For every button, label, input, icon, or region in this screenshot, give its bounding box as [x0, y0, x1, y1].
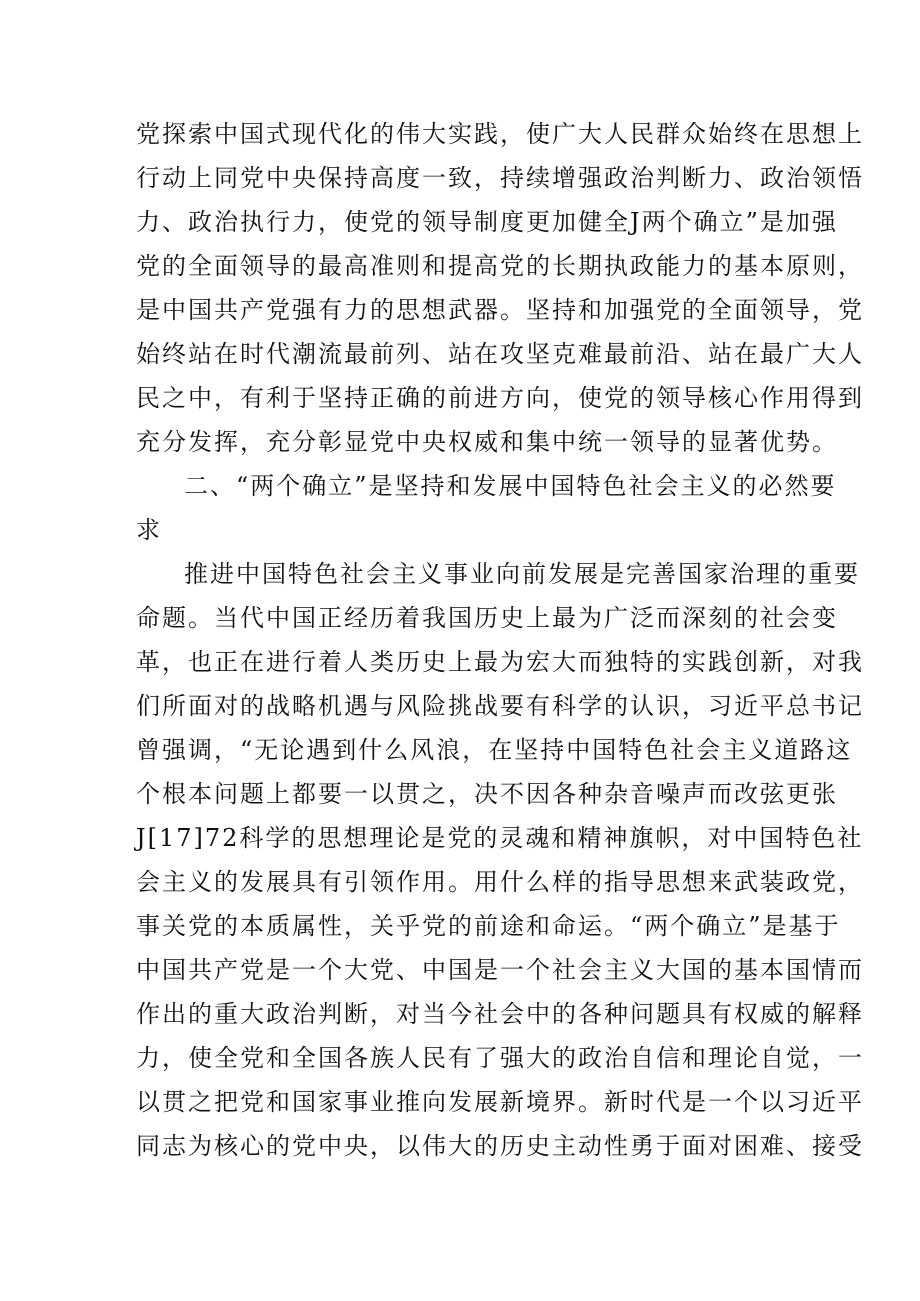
- paragraph-line: 命题。当代中国正经历着我国历史上最为广泛而深刻的社会变: [136, 604, 838, 632]
- paragraph-line: 会主义的发展具有引领作用。用什么样的指导思想来武装政党，: [136, 868, 864, 896]
- paragraph-line: 中国共产党是一个大党、中国是一个社会主义大国的基本国情而: [136, 956, 864, 984]
- paragraph-line: 推进中国特色社会主义事业向前发展是完善国家治理的重要: [184, 560, 860, 588]
- section-heading: [136, 464, 837, 552]
- paragraph-line: 始终站在时代潮流最前列、站在攻坚克难最前沿、站在最广大人: [136, 340, 864, 368]
- document-body: [136, 112, 864, 1168]
- paragraph-line: 事关党的本质属性，关乎党的前途和命运。“两个确立”是基于: [136, 912, 841, 940]
- paragraph-line: 力、政治执行力，使党的领导制度更加健全J两个确立”是加强: [136, 208, 838, 236]
- paragraph-line: 作出的重大政治判断，对当今社会中的各种问题具有权威的解释: [136, 1000, 864, 1028]
- paragraph-continuation: [136, 112, 864, 464]
- paragraph-line: 曾强调，“无论遇到什么风浪，在坚持中国特色社会主义道路这: [136, 736, 853, 764]
- paragraph-line: 力，使全党和全国各族人民有了强大的政治自信和理论自觉，一: [136, 1044, 864, 1072]
- paragraph-line: 以贯之把党和国家事业推向发展新境界。新时代是一个以习近平: [136, 1088, 864, 1116]
- heading-line: 二、“两个确立”是坚持和发展中国特色社会主义的必然要: [184, 472, 837, 500]
- paragraph-line: 是中国共产党强有力的思想武器。坚持和加强党的全面领导，党: [136, 296, 864, 324]
- heading-line: 求: [136, 516, 162, 544]
- paragraph-line: 个根本问题上都要一以贯之，决不因各种杂音噪声而改弦更张: [136, 780, 838, 808]
- paragraph-line: 同志为核心的党中央，以伟大的历史主动性勇于面对困难、接受: [136, 1132, 864, 1160]
- paragraph-line: 党探索中国式现代化的伟大实践，使广大人民群众始终在思想上: [136, 120, 864, 148]
- paragraph-line: 们所面对的战略机遇与风险挑战要有科学的认识，习近平总书记: [136, 692, 864, 720]
- paragraph: [136, 552, 864, 1168]
- paragraph-line: J[17]72科学的思想理论是党的灵魂和精神旗帜，对中国特色社: [136, 824, 864, 852]
- paragraph-line: 充分发挥，充分彰显党中央权威和集中统一领导的显著优势。: [136, 428, 838, 456]
- paragraph-line: 民之中，有利于坚持正确的前进方向，使党的领导核心作用得到: [136, 384, 864, 412]
- paragraph-line: 党的全面领导的最高准则和提高党的长期执政能力的基本原则，: [136, 252, 864, 280]
- paragraph-line: 革，也正在进行着人类历史上最为宏大而独特的实践创新，对我: [136, 648, 864, 676]
- paragraph-line: 行动上同党中央保持高度一致，持续增强政治判断力、政治领悟: [136, 164, 864, 192]
